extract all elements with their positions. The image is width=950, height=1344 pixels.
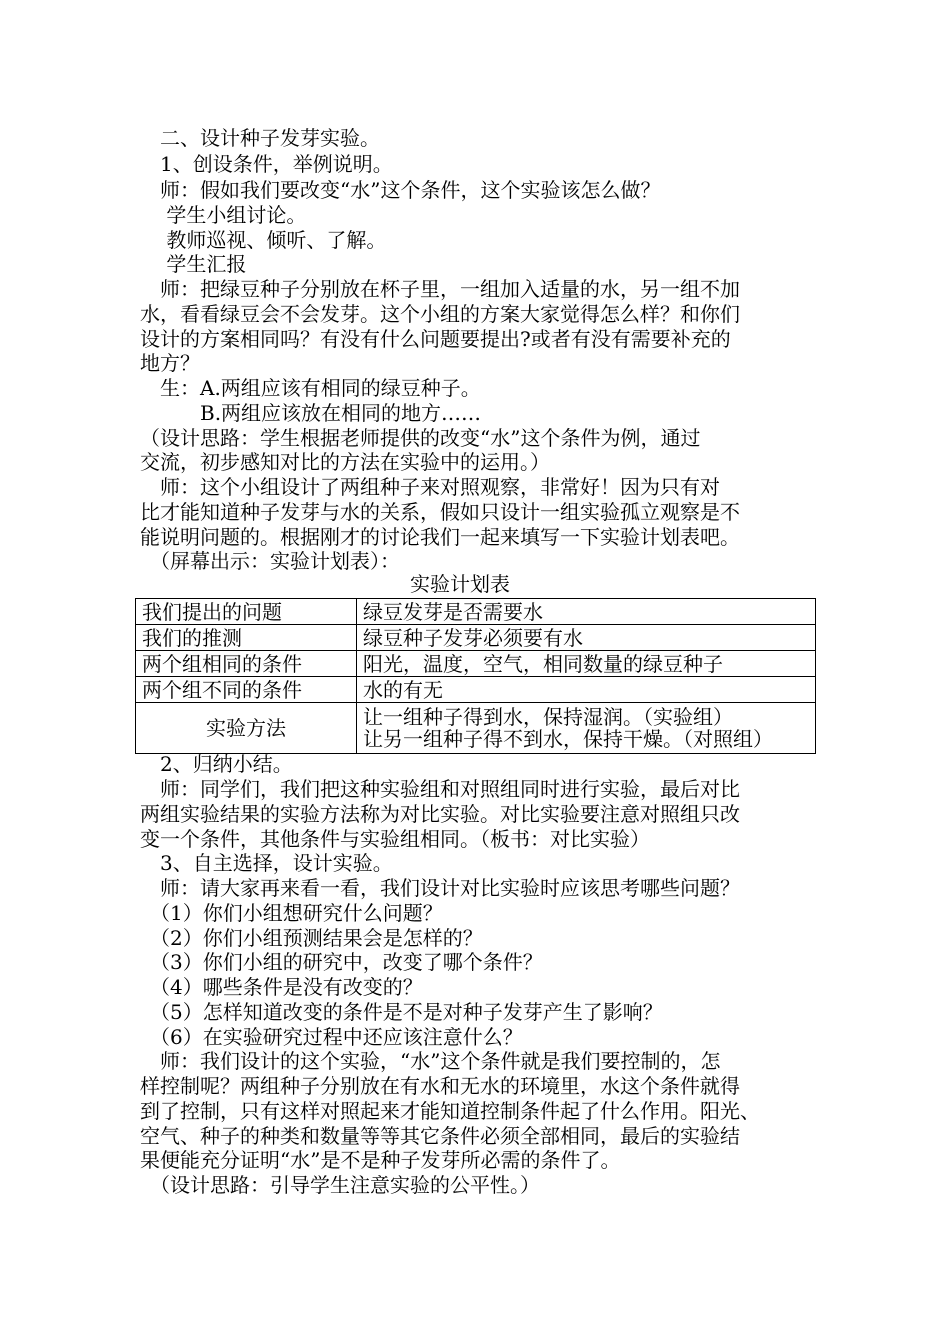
text-line: 生：A.两组应该有相同的绿豆种子。 — [140, 376, 481, 400]
text-line: 学生汇报 — [140, 252, 247, 276]
table-title: 实验计划表 — [410, 572, 510, 596]
text-line: 教师巡视、倾听、了解。 — [140, 228, 387, 252]
text-line: （2）你们小组预测结果会是怎样的？ — [140, 926, 483, 950]
text-line: 比才能知道种子发芽与水的关系，假如只设计一组实验孤立观察是不 — [140, 500, 740, 524]
text-line: 师：同学们，我们把这种实验组和对照组同时进行实验，最后对比 — [140, 777, 740, 801]
table-row-method — [136, 703, 816, 754]
text-line: 设计的方案相同吗？有没有什么问题要提出?或者有没有需要补充的 — [140, 327, 731, 351]
text-line: 1、创设条件，举例说明。 — [140, 152, 393, 176]
text-line: 变一个条件，其他条件与实验组相同。（板书：对比实验） — [140, 827, 650, 851]
table-cell-value: 绿豆发芽是否需要水 — [357, 599, 816, 625]
text-line: （屏幕出示：实验计划表）： — [140, 549, 400, 573]
text-line: 水，看看绿豆会不会发芽。这个小组的方案大家觉得怎么样？和你们 — [140, 302, 740, 326]
text-line: 果便能充分证明“水”是不是种子发芽所必需的条件了。 — [140, 1148, 621, 1172]
text-line: （4）哪些条件是没有改变的？ — [140, 975, 423, 999]
table-row — [136, 677, 816, 703]
table-cell-label: 实验方法 — [136, 703, 357, 754]
table-cell-value: 阳光，温度，空气，相同数量的绿豆种子 — [357, 651, 816, 677]
table-row — [136, 625, 816, 651]
text-line: 能说明问题的。根据刚才的讨论我们一起来填写一下实验计划表吧。 — [140, 525, 740, 549]
text-line: 学生小组讨论。 — [140, 203, 307, 227]
text-line: 空气、种子的种类和数量等等其它条件必须全部相同，最后的实验结 — [140, 1124, 740, 1148]
text-line: 到了控制，只有这样对照起来才能知道控制条件起了什么作用。阳光、 — [140, 1099, 760, 1123]
table-cell-label: 两个组相同的条件 — [136, 651, 357, 677]
table-cell-value: 绿豆种子发芽必须要有水 — [357, 625, 816, 651]
table-cell-label: 两个组不同的条件 — [136, 677, 357, 703]
table-row — [136, 651, 816, 677]
text-line: （6）在实验研究过程中还应该注意什么？ — [140, 1025, 523, 1049]
text-line: 交流，初步感知对比的方法在实验中的运用。） — [140, 450, 550, 474]
text-line: 师：请大家再来看一看，我们设计对比实验时应该思考哪些问题？ — [140, 876, 740, 900]
table-row — [136, 599, 816, 625]
text-line: （设计思路：引导学生注意实验的公平性。） — [140, 1173, 540, 1197]
text-line: （1）你们小组想研究什么问题？ — [140, 901, 443, 925]
method-line: 让一组种子得到水，保持湿润。（实验组） — [363, 705, 733, 729]
text-line: 师：把绿豆种子分别放在杯子里，一组加入适量的水，另一组不加 — [140, 277, 740, 301]
table-cell-label: 我们的推测 — [136, 625, 357, 651]
table-cell-label: 我们提出的问题 — [136, 599, 357, 625]
text-line: 二、设计种子发芽实验。 — [140, 126, 380, 150]
text-line: B.两组应该放在相同的地方…… — [140, 401, 482, 425]
text-line: 师：假如我们要改变“水”这个条件，这个实验该怎么做？ — [140, 178, 661, 202]
table-cell-value — [357, 703, 816, 754]
method-line: 让另一组种子得不到水，保持干燥。（对照组） — [363, 727, 773, 751]
text-line: 2、归纳小结。 — [140, 752, 293, 776]
text-line: 地方？ — [140, 351, 200, 375]
experiment-plan-table — [135, 598, 816, 754]
text-line: 师：我们设计的这个实验，“水”这个条件就是我们要控制的，怎 — [140, 1049, 721, 1073]
text-line: （设计思路：学生根据老师提供的改变“水”这个条件为例，通过 — [140, 426, 701, 450]
text-line: 3、自主选择，设计实验。 — [140, 851, 393, 875]
table-cell-value: 水的有无 — [357, 677, 816, 703]
text-line: （5）怎样知道改变的条件是不是对种子发芽产生了影响？ — [140, 1000, 663, 1024]
text-line: 两组实验结果的实验方法称为对比实验。对比实验要注意对照组只改 — [140, 802, 740, 826]
text-line: （3）你们小组的研究中，改变了哪个条件？ — [140, 950, 543, 974]
text-line: 样控制呢？两组种子分别放在有水和无水的环境里，水这个条件就得 — [140, 1074, 740, 1098]
text-line: 师：这个小组设计了两组种子来对照观察，非常好！因为只有对 — [140, 475, 720, 499]
